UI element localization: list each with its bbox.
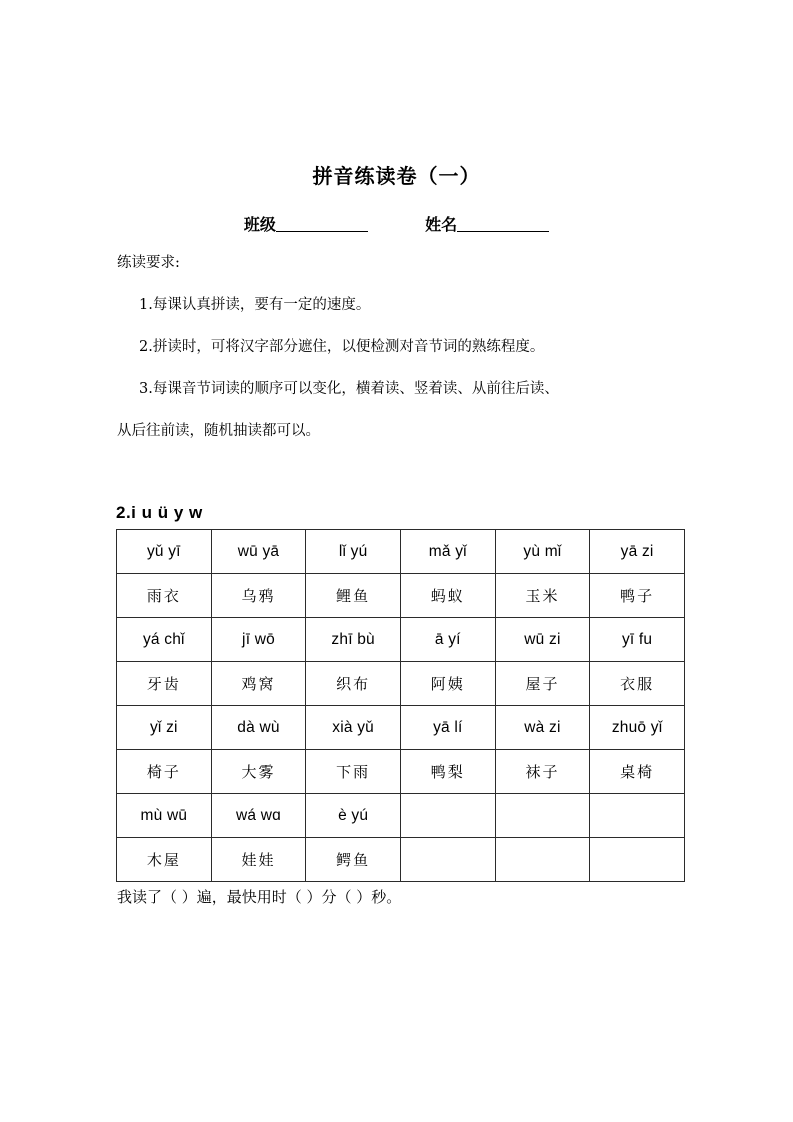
table-cell-pinyin: zhuō yǐ	[590, 706, 685, 750]
table-cell-hanzi: 木屋	[117, 838, 212, 882]
table-cell-pinyin: mù wū	[117, 794, 212, 838]
requirements-heading: 练读要求:	[117, 255, 180, 271]
table-cell-pinyin: yǐ zi	[117, 706, 212, 750]
table-row	[117, 706, 685, 750]
table-cell-empty	[495, 794, 590, 838]
table-row	[117, 750, 685, 794]
table-cell-hanzi: 蚂蚁	[400, 574, 495, 618]
page-title: 拼音练读卷（一）	[312, 164, 481, 188]
table-cell-hanzi: 乌鸦	[211, 574, 306, 618]
table-cell-hanzi: 鳄鱼	[306, 838, 401, 882]
table-cell-hanzi: 屋子	[495, 662, 590, 706]
section-heading: 2.i u ü y w	[116, 503, 203, 522]
word-table	[116, 529, 685, 882]
table-cell-hanzi: 鸭梨	[400, 750, 495, 794]
table-cell-pinyin: è yú	[306, 794, 401, 838]
table-cell-hanzi: 阿姨	[400, 662, 495, 706]
table-cell-pinyin: yā zi	[590, 530, 685, 574]
table-cell-pinyin: yù mǐ	[495, 530, 590, 574]
word-table-body	[117, 530, 685, 882]
table-cell-pinyin: wà zi	[495, 706, 590, 750]
name-label: 姓名	[425, 215, 458, 234]
table-cell-hanzi: 织布	[306, 662, 401, 706]
name-blank[interactable]	[457, 231, 549, 232]
table-row	[117, 794, 685, 838]
table-row	[117, 662, 685, 706]
table-cell-pinyin: wū yā	[211, 530, 306, 574]
table-cell-pinyin: dà wù	[211, 706, 306, 750]
student-info-line	[0, 212, 793, 235]
reading-record-line: 我读了（ ）遍，最快用时（ ）分（ ）秒。	[117, 888, 402, 906]
table-cell-empty	[400, 838, 495, 882]
table-cell-pinyin: yá chǐ	[117, 618, 212, 662]
table-cell-pinyin: ā yí	[400, 618, 495, 662]
table-cell-empty	[400, 794, 495, 838]
table-cell-pinyin: wá wɑ	[211, 794, 306, 838]
class-blank[interactable]	[276, 231, 368, 232]
table-cell-hanzi: 衣服	[590, 662, 685, 706]
table-cell-hanzi: 玉米	[495, 574, 590, 618]
name-field[interactable]	[425, 215, 549, 234]
table-cell-pinyin: wū zi	[495, 618, 590, 662]
requirement-item-1: 1.每课认真拼读，要有一定的速度。	[139, 297, 371, 313]
requirement-item-3: 3.每课音节词读的顺序可以变化，横着读、竖着读、从前往后读、	[139, 381, 559, 397]
table-cell-hanzi: 大雾	[211, 750, 306, 794]
table-cell-empty	[590, 838, 685, 882]
table-cell-empty	[495, 838, 590, 882]
table-cell-hanzi: 鸭子	[590, 574, 685, 618]
table-row	[117, 618, 685, 662]
table-cell-pinyin: xià yǔ	[306, 706, 401, 750]
requirement-item-3-continued: 从后往前读，随机抽读都可以。	[117, 423, 320, 439]
table-cell-pinyin: yā lí	[400, 706, 495, 750]
table-row	[117, 838, 685, 882]
class-label: 班级	[243, 215, 276, 234]
table-cell-hanzi: 桌椅	[590, 750, 685, 794]
table-cell-pinyin: zhī bù	[306, 618, 401, 662]
requirement-item-2: 2.拼读时，可将汉字部分遮住，以便检测对音节词的熟练程度。	[139, 339, 545, 355]
table-cell-hanzi: 袜子	[495, 750, 590, 794]
table-cell-hanzi: 椅子	[117, 750, 212, 794]
table-cell-hanzi: 下雨	[306, 750, 401, 794]
table-cell-hanzi: 牙齿	[117, 662, 212, 706]
table-cell-hanzi: 雨衣	[117, 574, 212, 618]
class-field[interactable]	[244, 215, 368, 234]
table-cell-pinyin: yī fu	[590, 618, 685, 662]
table-cell-pinyin: yǔ yī	[117, 530, 212, 574]
table-cell-hanzi: 鲤鱼	[306, 574, 401, 618]
table-cell-pinyin: mǎ yǐ	[400, 530, 495, 574]
table-cell-hanzi: 鸡窝	[211, 662, 306, 706]
table-cell-hanzi: 娃娃	[211, 838, 306, 882]
table-cell-pinyin: lǐ yú	[306, 530, 401, 574]
table-row	[117, 530, 685, 574]
table-cell-empty	[590, 794, 685, 838]
table-cell-pinyin: jī wō	[211, 618, 306, 662]
table-row	[117, 574, 685, 618]
